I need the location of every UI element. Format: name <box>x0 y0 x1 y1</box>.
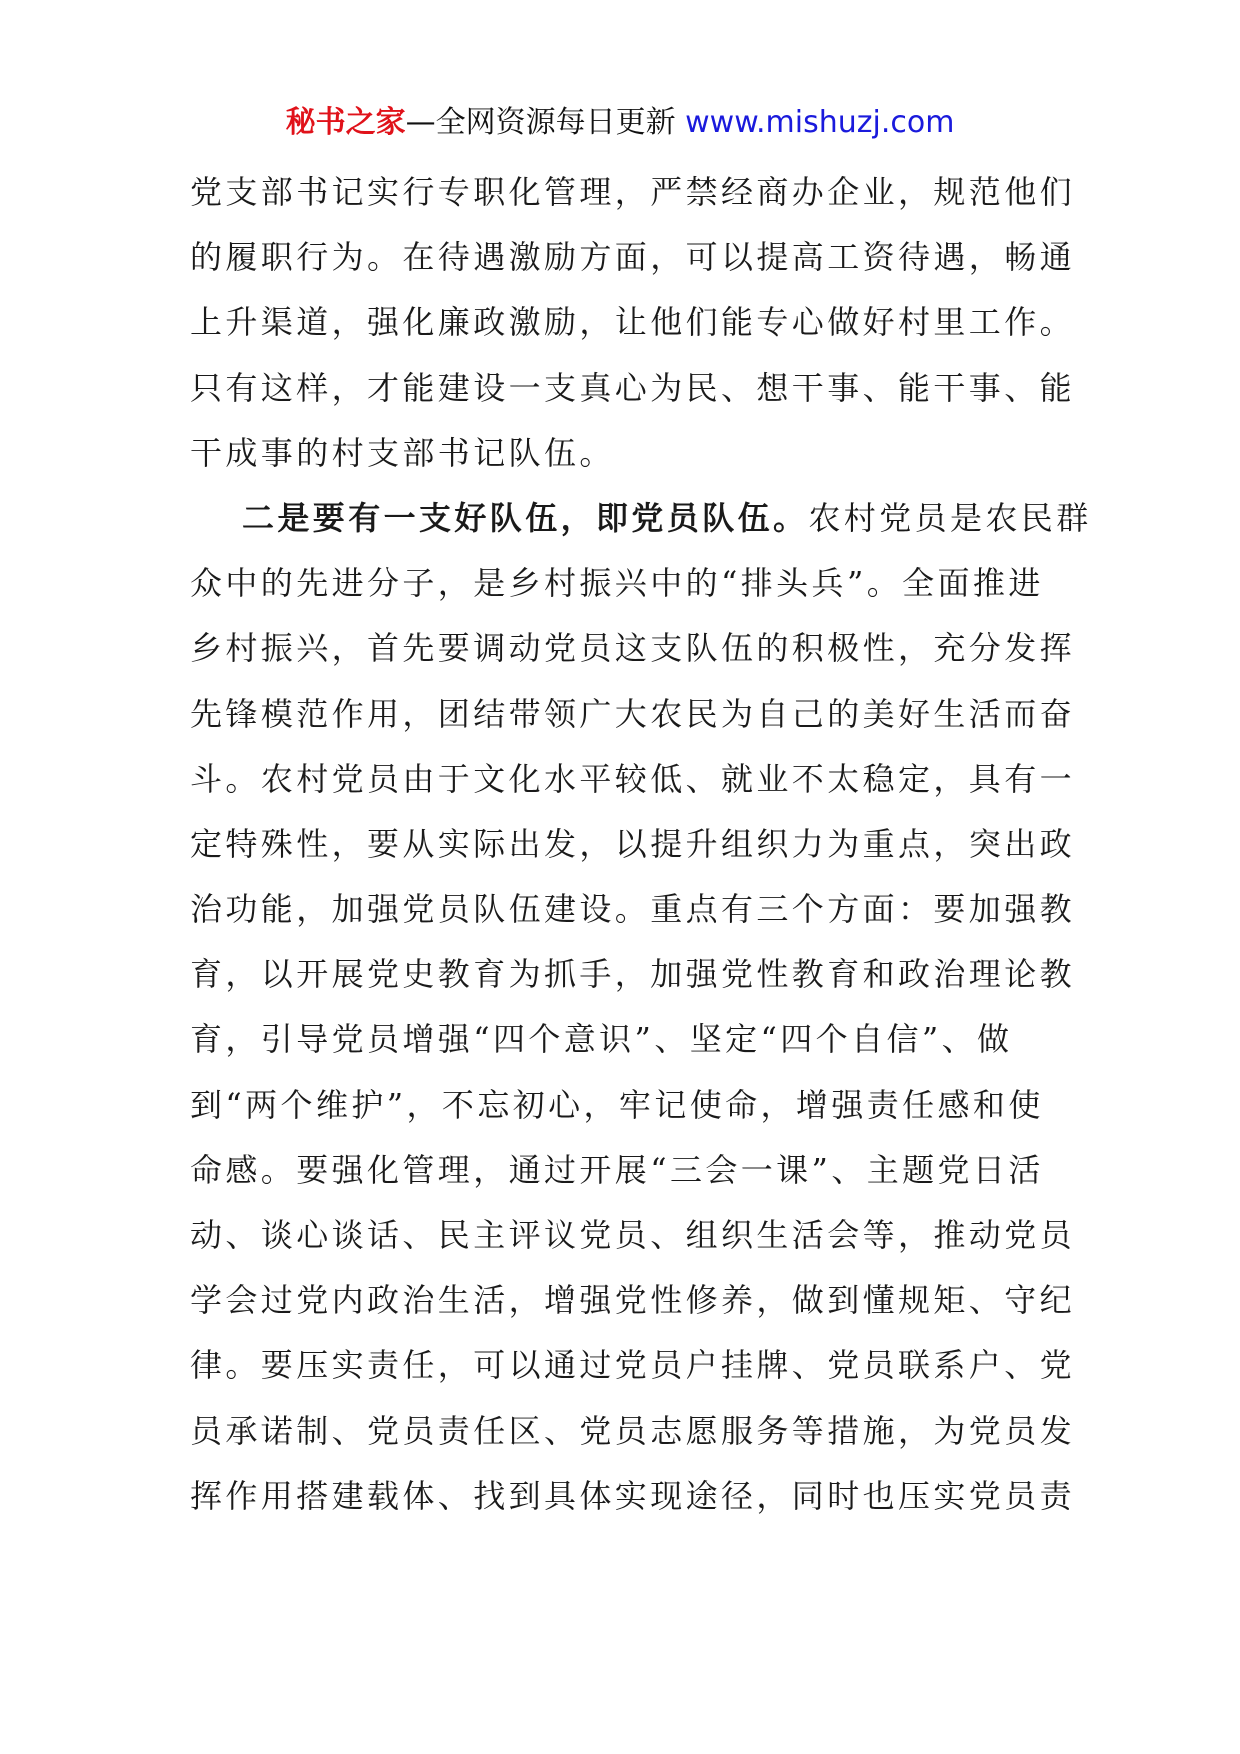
text-line: 命感。要强化管理，通过开展“三会一课”、主题党日活 <box>190 1150 1044 1189</box>
site-header <box>0 98 1240 148</box>
section-heading: 二是要有一支好队伍，即党员队伍。 <box>242 498 809 537</box>
text-line: 育，以开展党史教育为抓手，加强党性教育和政治理论教 <box>190 955 1076 994</box>
paragraph-1 <box>190 160 1076 486</box>
text-line: 党支部书记实行专职化管理，严禁经商办企业，规范他们 <box>190 173 1076 211</box>
text-line: 律。要压实责任，可以通过党员户挂牌、党员联系户、党 <box>190 1346 1076 1385</box>
text-line: 众中的先进分子，是乡村振兴中的“排头兵”。全面推进 <box>190 564 1044 603</box>
document-body <box>190 160 1092 1529</box>
heading-continuation: 农村党员是农民群 <box>808 498 1092 537</box>
header-tagline: —全网资源每日更新 <box>405 105 676 140</box>
text-line: 斗。农村党员由于文化水平较低、就业不太稳定，具有一 <box>190 759 1076 798</box>
text-line: 干成事的村支部书记队伍。 <box>190 433 615 472</box>
text-line: 的履职行为。在待遇激励方面，可以提高工资待遇，畅通 <box>190 238 1076 277</box>
text-line: 育，引导党员增强“四个意识”、坚定“四个自信”、做 <box>190 1020 1013 1059</box>
site-url-link[interactable]: www.mishuzj.com <box>685 105 955 140</box>
text-line: 动、谈心谈话、民主评议党员、组织生活会等，推动党员 <box>190 1216 1076 1254</box>
text-line: 治功能，加强党员队伍建设。重点有三个方面：要加强教 <box>190 890 1076 929</box>
text-line: 上升渠道，强化廉政激励，让他们能专心做好村里工作。 <box>190 303 1076 342</box>
text-line <box>190 486 1092 551</box>
brand-name: 秘书之家 <box>285 105 406 140</box>
text-line: 挥作用搭建载体、找到具体实现途径，同时也压实党员责 <box>190 1476 1076 1515</box>
text-line: 只有这样，才能建设一支真心为民、想干事、能干事、能 <box>190 368 1076 407</box>
text-line: 先锋模范作用，团结带领广大农民为自己的美好生活而奋 <box>190 694 1076 733</box>
paragraph-2 <box>190 486 1092 1529</box>
text-line: 乡村振兴，首先要调动党员这支队伍的积极性，充分发挥 <box>190 629 1076 668</box>
text-line: 定特殊性，要从实际出发，以提升组织力为重点，突出政 <box>190 824 1076 863</box>
text-line: 学会过党内政治生活，增强党性修养，做到懂规矩、守纪 <box>190 1281 1076 1320</box>
text-line: 员承诺制、党员责任区、党员志愿服务等措施，为党员发 <box>190 1411 1076 1450</box>
text-line: 到“两个维护”，不忘初心，牢记使命，增强责任感和使 <box>190 1085 1044 1124</box>
